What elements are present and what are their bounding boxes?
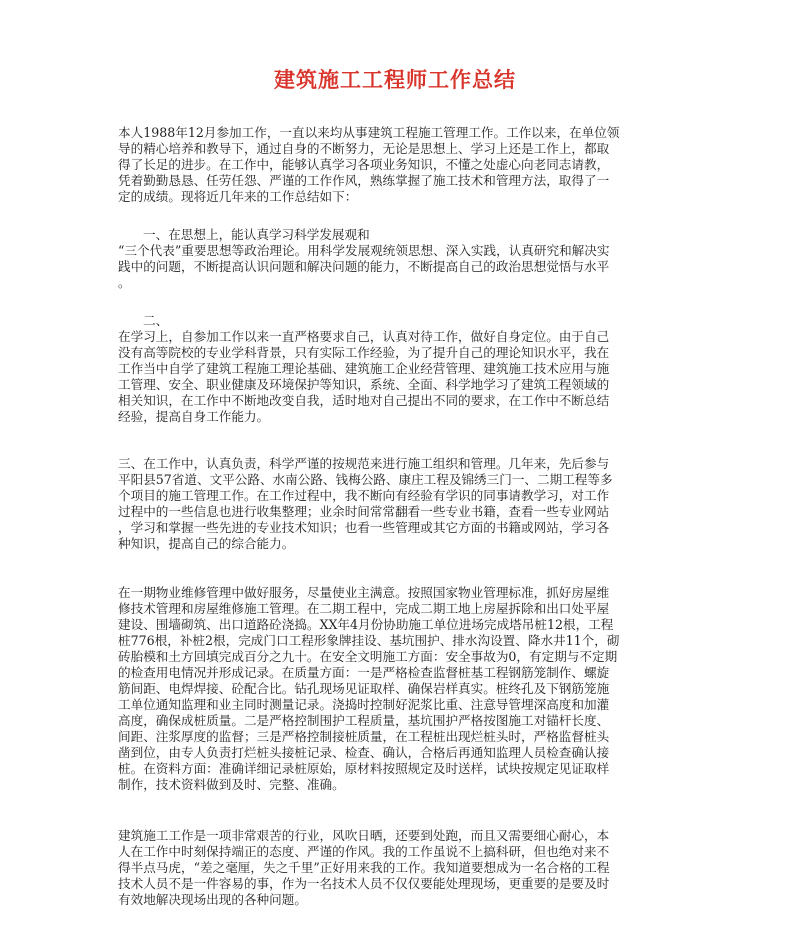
document-title: 建筑施工工程师工作总结 [274, 67, 516, 92]
paragraph-6-line-4: 技术人员不是一件容易的事，作为一名技术人员不仅仅要能处理现场，更重要的是要及时 [118, 876, 610, 891]
paragraph-5-line-8: 工单位通知监理和业主同时测量记录。浇捣时控制好泥浆比重、注意导管埋深高度和加灌 [118, 697, 610, 712]
paragraph-2-line-2: “三个代表”重要思想等政治理论。用科学发展观统领思想、深入实践，认真研究和解决实 [118, 243, 610, 258]
paragraph-3-line-5: 工管理、安全、职业健康及环境保护等知识，系统、全面、科学地学习了建筑工程领域的 [118, 377, 610, 392]
paragraph-2-line-4: 。 [118, 275, 131, 290]
paragraph-5-line-1: 在一期物业维修管理中做好服务，尽量使业主满意。按照国家物业管理标准，抓好房屋维 [118, 585, 610, 600]
paragraph-4-line-4: 过程中的一些信息也进行收集整理；业余时间常常翻看一些专业书籍，查看一些专业网站 [118, 504, 610, 519]
paragraph-2-line-1: 一、在思想上，能认真学习科学发展观和 [143, 227, 370, 242]
paragraph-5-line-5: 砖胎模和土方回填完成百分之九十。在安全文明施工方面：安全事故为0，有定期与不定期 [118, 649, 618, 664]
paragraph-1-line-2: 导的精心培养和教导下，通过自身的不断努力，无论是思想上、学习上还是工作上，都取 [118, 141, 610, 156]
paragraph-5-line-13: 制作，技术资料做到及时、完整、准确。 [118, 777, 345, 792]
paragraph-3-line-1: 二、 [143, 313, 169, 328]
paragraph-4-line-5: ，学习和掌握一些先进的专业技术知识；也看一些管理或其它方面的书籍或网站，学习各 [118, 520, 610, 535]
paragraph-5-line-3: 建设、围墙砌筑、出口道路砼浇捣。XX年4月份协助施工单位进场完成塔吊桩12根，工程 [118, 617, 614, 632]
paragraph-3-line-6: 相关知识，在工作中不断地改变自我，适时地对自己提出不同的要求，在工作中不断总结 [118, 393, 610, 408]
paragraph-3-line-7: 经验，提高自身工作能力。 [118, 409, 270, 424]
paragraph-4-line-3: 个项目的施工管理工作。在工作过程中，我不断向有经验有学识的同事请教学习，对工作 [118, 488, 610, 503]
paragraph-1-line-5: 定的成绩。现将近几年来的工作总结如下： [118, 189, 358, 204]
paragraph-5-line-4: 桩776根，补桩2根，完成门口工程形象牌挂设、基坑围护、排水沟设置、降水井11个，砌 [118, 633, 620, 648]
paragraph-5-line-11: 凿到位，由专人负责打烂桩头接桩记录、检查、确认，合格后再通知监理人员检查确认接 [118, 745, 610, 760]
paragraph-5-line-6: 的检查用电情况并形成记录。在质量方面：一是严格检查监督桩基工程钢筋笼制作、螺旋 [118, 665, 610, 680]
paragraph-1-line-4: 凭着勤勤恳恳、任劳任怨、严谨的工作作风，熟练掌握了施工技术和管理方法，取得了一 [118, 173, 610, 188]
paragraph-6-line-3: 得半点马虎，“差之毫厘，失之千里”正好用来我的工作。我知道要想成为一名合格的工程 [118, 860, 610, 875]
paragraph-6-line-2: 人在工作中时刻保持端正的态度、严谨的作风。我的工作虽说不上搞科研，但也绝对来不 [118, 844, 610, 859]
paragraph-5-line-12: 桩。在资料方面：准确详细记录桩原始，原材料按照规定及时送样，试块按规定见证取样 [118, 761, 610, 776]
paragraph-2-line-3: 践中的问题，不断提高认识问题和解决问题的能力，不断提高自己的政治思想觉悟与水平 [118, 259, 610, 274]
paragraph-3-line-2: 在学习上，自参加工作以来一直严格要求自己，认真对待工作，做好自身定位。由于自己 [118, 329, 610, 344]
paragraph-1-line-3: 得了长足的进步。在工作中，能够认真学习各项业务知识，不懂之处虚心向老同志请教， [118, 157, 610, 172]
paragraph-6-line-1: 建筑施工工作是一项非常艰苦的行业，风吹日晒，还要到处跑，而且又需要细心耐心，本 [118, 828, 610, 843]
paragraph-3-line-3: 没有高等院校的专业学科背景，只有实际工作经验，为了提升自己的理论知识水平，我在 [118, 345, 610, 360]
paragraph-1-line-1: 本人1988年12月参加工作，一直以来均从事建筑工程施工管理工作。工作以来，在单位领 [118, 125, 620, 140]
paragraph-4-line-6: 种知识，提高自己的综合能力。 [118, 536, 295, 551]
paragraph-5-line-10: 间距、注浆厚度的监督；三是严格控制接桩质量，在工程桩出现烂桩头时，严格监督桩头 [118, 729, 610, 744]
paragraph-3-line-4: 工作当中自学了建筑工程施工理论基础、建筑施工企业经营管理、建筑施工技术应用与施 [118, 361, 610, 376]
paragraph-5-line-7: 筋间距、电焊焊接、砼配合比。钻孔现场见证取样、确保岩样真实。桩终孔及下钢筋笼施 [118, 681, 610, 696]
paragraph-4-line-1: 三、在工作中，认真负责，科学严谨的按规范来进行施工组织和管理。几年来，先后参与 [118, 456, 610, 471]
paragraph-6-line-5: 有效地解决现场出现的各种问题。 [118, 892, 307, 907]
paragraph-5-line-2: 修技术管理和房屋维修施工管理。在二期工程中，完成二期工地上房屋拆除和出口处平屋 [118, 601, 610, 616]
paragraph-4-line-2: 平阳县57省道、文平公路、水南公路、钱梅公路、康庄工程及锦绣三门一、二期工程等多 [118, 472, 613, 487]
paragraph-5-line-9: 高度，确保成桩质量。二是严格控制围护工程质量，基坑围护严格按图施工对锚杆长度、 [118, 713, 610, 728]
